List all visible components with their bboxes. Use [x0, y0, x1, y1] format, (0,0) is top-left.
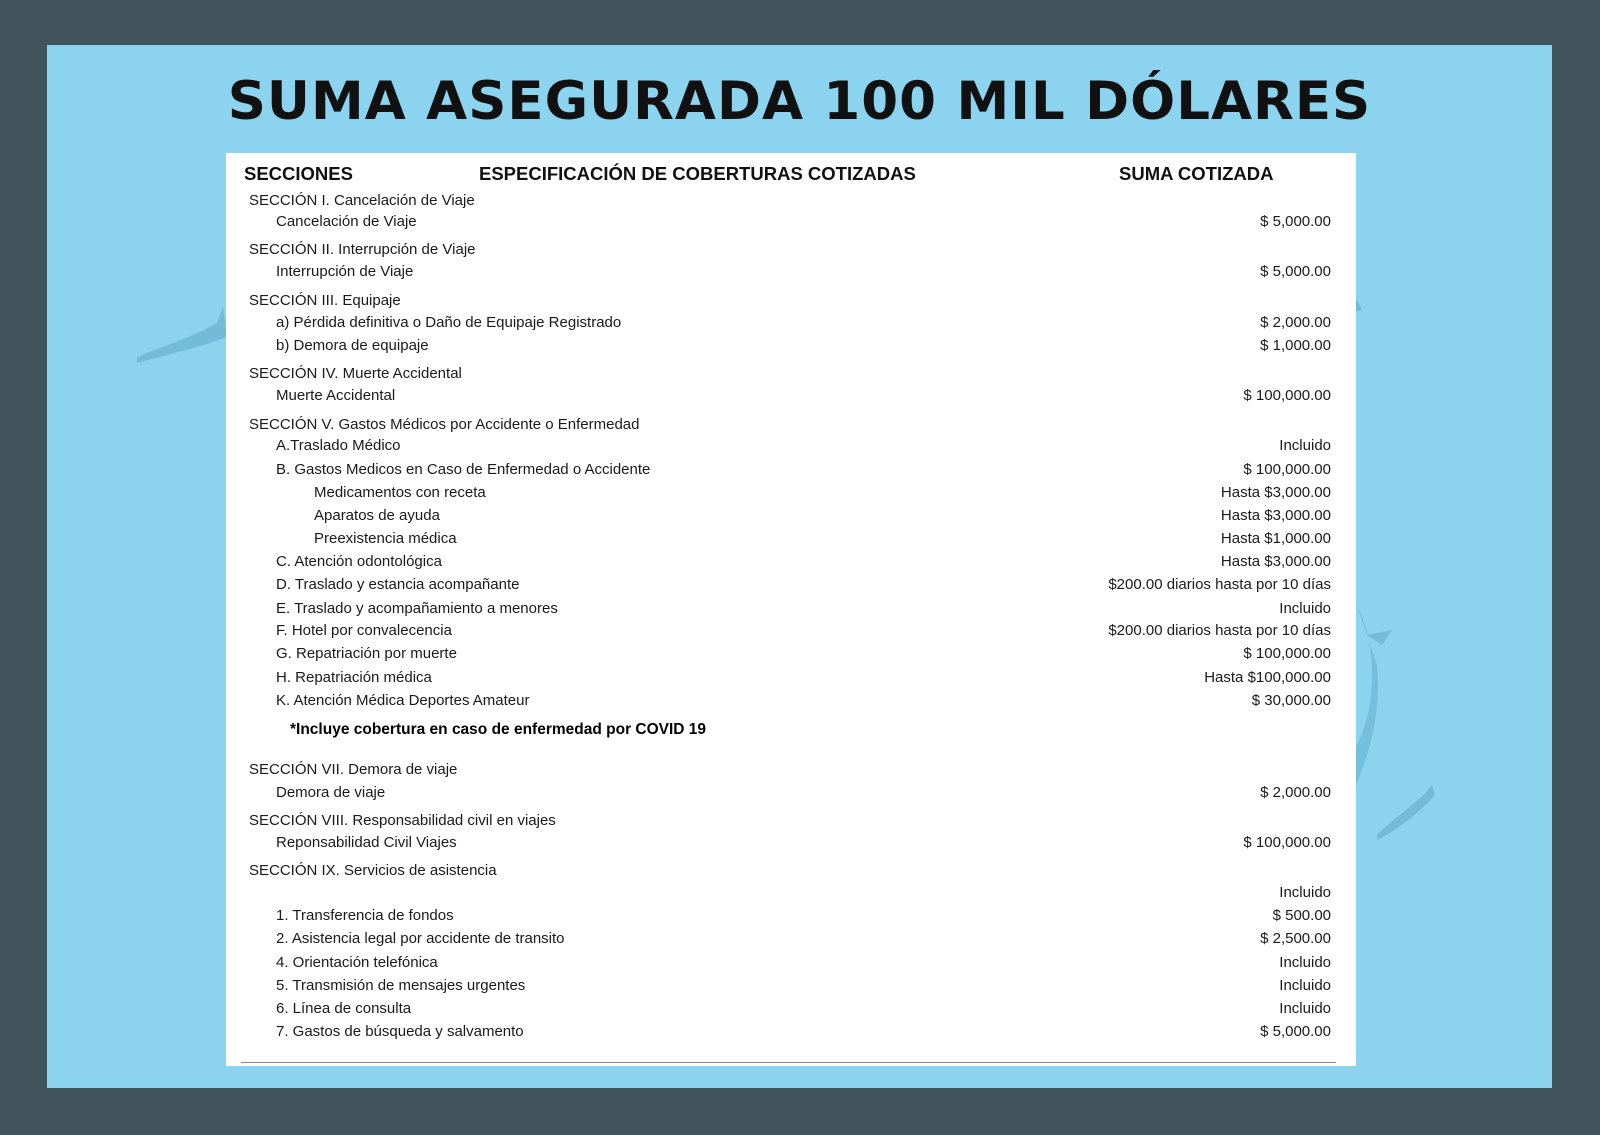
coverage-row — [226, 598, 1356, 620]
header-sections: SECCIONES — [244, 163, 353, 184]
coverage-label: SECCIÓN IX. Servicios de asistencia — [249, 862, 497, 879]
coverage-row — [226, 505, 1356, 527]
coverage-amount: $ 5,000.00 — [1260, 1023, 1331, 1040]
coverage-amount: $200.00 diarios hasta por 10 días — [1108, 576, 1331, 593]
coverage-label: 5. Transmisión de mensajes urgentes — [276, 977, 526, 994]
coverage-label: Aparatos de ayuda — [314, 507, 440, 524]
coverage-row — [226, 482, 1356, 504]
coverage-label: 4. Orientación telefónica — [276, 954, 438, 971]
coverage-label: Cancelación de Viaje — [276, 213, 417, 230]
section-row — [226, 759, 1356, 781]
section-row — [226, 290, 1356, 312]
coverage-label: Interrupción de Viaje — [276, 263, 414, 280]
coverage-row — [226, 998, 1356, 1020]
coverage-amount: $ 100,000.00 — [1243, 387, 1331, 404]
coverage-label: 2. Asistencia legal por accidente de transito — [276, 930, 565, 947]
coverage-row — [226, 782, 1356, 804]
coverage-label: Demora de viaje — [276, 784, 386, 801]
coverage-note — [226, 719, 1356, 741]
coverage-label: F. Hotel por convalecencia — [276, 622, 452, 639]
coverage-label: SECCIÓN V. Gastos Médicos por Accidente o Enfermedad — [249, 416, 640, 433]
coverage-amount: $ 2,000.00 — [1260, 314, 1331, 331]
coverage-label: SECCIÓN III. Equipaje — [249, 292, 401, 309]
coverage-row — [226, 975, 1356, 997]
coverage-row — [226, 1021, 1356, 1043]
coverage-amount: $ 2,000.00 — [1260, 784, 1331, 801]
coverage-amount: $ 500.00 — [1272, 907, 1331, 924]
coverage-row — [226, 211, 1356, 233]
bottom-divider — [241, 1062, 1336, 1063]
coverage-row — [226, 435, 1356, 457]
coverage-label: SECCIÓN II. Interrupción de Viaje — [249, 241, 476, 258]
coverage-row — [226, 905, 1356, 927]
coverage-row — [226, 620, 1356, 642]
coverage-row — [226, 882, 1356, 904]
coverage-label: SECCIÓN VIII. Responsabilidad civil en viajes — [249, 812, 556, 829]
coverage-row — [226, 574, 1356, 596]
coverage-label: D. Traslado y estancia acompañante — [276, 576, 520, 593]
coverage-amount: Incluido — [1279, 1000, 1331, 1017]
coverage-label: SECCIÓN IV. Muerte Accidental — [249, 365, 462, 382]
header-amount: SUMA COTIZADA — [1119, 163, 1274, 184]
coverage-label: Muerte Accidental — [276, 387, 396, 404]
coverage-amount: $ 5,000.00 — [1260, 263, 1331, 280]
coverage-row — [226, 832, 1356, 854]
coverage-row — [226, 690, 1356, 712]
coverage-amount: Hasta $1,000.00 — [1220, 530, 1331, 547]
coverage-label: a) Pérdida definitiva o Daño de Equipaje Registrado — [276, 314, 622, 331]
coverage-label: 6. Línea de consulta — [276, 1000, 412, 1017]
section-row — [226, 363, 1356, 385]
coverage-row — [226, 261, 1356, 283]
background-panel — [47, 45, 1552, 1088]
coverage-amount: $ 5,000.00 — [1260, 213, 1331, 230]
coverage-row — [226, 459, 1356, 481]
coverage-amount: $ 1,000.00 — [1260, 337, 1331, 354]
coverage-amount: $ 100,000.00 — [1243, 645, 1331, 662]
coverage-label: A.Traslado Médico — [276, 437, 401, 454]
header-specification: ESPECIFICACIÓN DE COBERTURAS COTIZADAS — [479, 163, 916, 184]
page-title: SUMA ASEGURADA 100 MIL DÓLARES — [227, 71, 1372, 132]
coverage-amount: Hasta $3,000.00 — [1220, 507, 1331, 524]
coverage-label: *Incluye cobertura en caso de enfermedad por COVID 19 — [290, 721, 707, 738]
coverage-label: 1. Transferencia de fondos — [276, 907, 454, 924]
coverage-amount: Hasta $3,000.00 — [1220, 484, 1331, 501]
coverage-label: B. Gastos Medicos en Caso de Enfermedad o Accidente — [276, 461, 651, 478]
coverage-row — [226, 385, 1356, 407]
section-row — [226, 190, 1356, 212]
coverage-row — [226, 952, 1356, 974]
coverage-label: E. Traslado y acompañamiento a menores — [276, 600, 558, 617]
coverage-label: Reponsabilidad Civil Viajes — [276, 834, 457, 851]
coverage-amount: $ 30,000.00 — [1251, 692, 1331, 709]
coverage-label: SECCIÓN VII. Demora de viaje — [249, 761, 458, 778]
coverage-document — [226, 153, 1356, 1066]
coverage-row — [226, 312, 1356, 334]
coverage-label: H. Repatriación médica — [276, 669, 432, 686]
coverage-label: Medicamentos con receta — [314, 484, 486, 501]
coverage-label: C. Atención odontológica — [276, 553, 442, 570]
coverage-row — [226, 928, 1356, 950]
coverage-amount: Incluido — [1279, 600, 1331, 617]
coverage-label: SECCIÓN I. Cancelación de Viaje — [249, 192, 475, 209]
coverage-label: G. Repatriación por muerte — [276, 645, 457, 662]
coverage-amount: $ 100,000.00 — [1243, 461, 1331, 478]
coverage-amount: $ 2,500.00 — [1260, 930, 1331, 947]
coverage-amount: $ 100,000.00 — [1243, 834, 1331, 851]
coverage-row — [226, 335, 1356, 357]
coverage-amount: Incluido — [1279, 884, 1331, 901]
section-row — [226, 810, 1356, 832]
coverage-label: K. Atención Médica Deportes Amateur — [276, 692, 530, 709]
coverage-row — [226, 667, 1356, 689]
coverage-label: 7. Gastos de búsqueda y salvamento — [276, 1023, 524, 1040]
coverage-label: Preexistencia médica — [314, 530, 457, 547]
section-row — [226, 414, 1356, 436]
coverage-amount: Incluido — [1279, 954, 1331, 971]
coverage-amount: Incluido — [1279, 977, 1331, 994]
coverage-amount: Hasta $100,000.00 — [1204, 669, 1331, 686]
section-row — [226, 239, 1356, 261]
section-row — [226, 860, 1356, 882]
coverage-amount: $200.00 diarios hasta por 10 días — [1108, 622, 1331, 639]
coverage-table — [226, 153, 1356, 1066]
coverage-row — [226, 551, 1356, 573]
coverage-amount: Incluido — [1279, 437, 1331, 454]
coverage-row — [226, 643, 1356, 665]
coverage-amount: Hasta $3,000.00 — [1220, 553, 1331, 570]
coverage-label: b) Demora de equipaje — [276, 337, 429, 354]
coverage-row — [226, 528, 1356, 550]
